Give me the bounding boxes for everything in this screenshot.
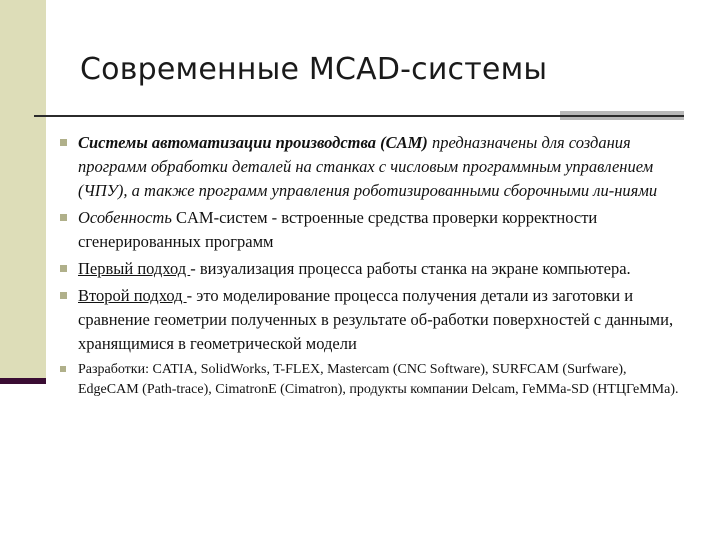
bullet-square-icon (60, 265, 67, 272)
second-approach-text: - это моделирование процесса получения детали из заготовки и сравнение геометрии полученных в результате об-работки поверхностей с данными, хранящимися в геометрической модели (78, 286, 674, 353)
first-approach-text: - визуализация процесса работы станка на экране компьютера. (190, 259, 631, 278)
decorative-side-bar-accent (0, 378, 46, 384)
slide-title: Современные MCAD-системы (80, 52, 548, 87)
bullet-square-icon (60, 366, 66, 372)
cam-systems-term: Системы автоматизации производства (CAM) (78, 133, 428, 152)
feature-text: CAM-систем - встроенные средства проверки корректности сгенерированных программ (78, 208, 598, 251)
list-item-first-approach (60, 257, 690, 281)
slide-content-list (60, 131, 690, 400)
bullet-square-icon (60, 292, 67, 299)
bullet-square-icon (60, 139, 67, 146)
developments-text: Разработки: CATIA, SolidWorks, T-FLEX, Mastercam (CNC Software), SURFCAM (Surfware), EdgeCAM (Path-trace), CimatronE (Cimatron), продукты компании Delcam, ГеММа-SD (НТЦГеММа). (78, 362, 679, 397)
second-approach-term: Второй подход (78, 286, 187, 305)
list-item-cam-definition (60, 131, 690, 203)
bullet-square-icon (60, 214, 67, 221)
list-item-second-approach (60, 284, 690, 356)
title-divider (34, 115, 684, 117)
decorative-side-bar (0, 0, 46, 378)
list-item-developments (60, 360, 690, 400)
first-approach-term: Первый подход (78, 259, 191, 278)
list-item-cam-feature (60, 206, 690, 254)
cam-definition-text: предназначены для создания программ обработки деталей на станках с числовым программным управлением (ЧПУ), а также программ управления роботизированными сборочными ли-ниями (78, 133, 658, 200)
feature-term: Особенность (78, 208, 172, 227)
